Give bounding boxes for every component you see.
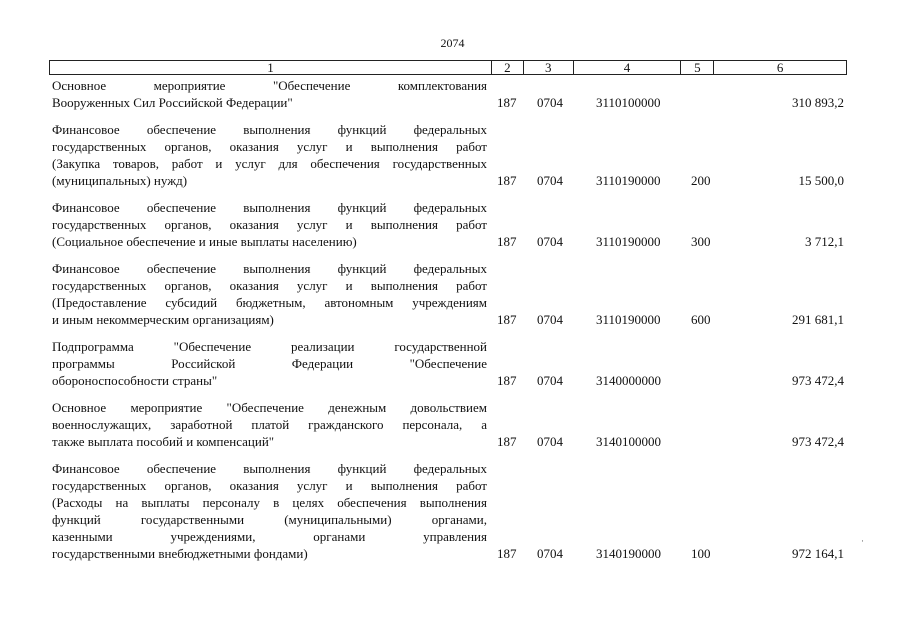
- cell-expense-type: 300: [691, 234, 711, 249]
- cell-expense-type: 600: [691, 312, 711, 327]
- table-row: [49, 460, 847, 562]
- cell-target-code: 3140190000: [596, 546, 661, 561]
- header-col-4: 4: [574, 61, 682, 74]
- cell-target-code: 3110190000: [596, 173, 661, 188]
- description-line: функций государственными (муниципальными) органами,: [52, 512, 487, 527]
- page-number: 2074: [440, 36, 465, 50]
- description-line: государственных органов, оказания услуг и выполнения работ: [52, 278, 487, 293]
- table-row: [49, 199, 847, 250]
- description-line: государственных органов, оказания услуг и выполнения работ: [52, 478, 487, 493]
- cell-ministry-code: 187: [497, 546, 517, 561]
- table-header: [49, 60, 847, 75]
- cell-ministry-code: 187: [497, 95, 517, 110]
- description-line: (Расходы на выплаты персоналу в целях обеспечения выполнения: [52, 495, 487, 510]
- description-line: государственными внебюджетными фондами): [52, 546, 308, 561]
- cell-amount: 3 712,1: [805, 234, 844, 249]
- cell-amount: 291 681,1: [792, 312, 844, 327]
- row-description: [52, 460, 487, 562]
- header-col-5: 5: [681, 61, 714, 74]
- cell-section-code: 0704: [537, 546, 563, 561]
- cell-section-code: 0704: [537, 234, 563, 249]
- table-row: [49, 399, 847, 450]
- description-line: Вооруженных Сил Российской Федерации": [52, 95, 293, 110]
- description-line: государственных органов, оказания услуг и выполнения работ: [52, 217, 487, 232]
- description-line: (Закупка товаров, работ и услуг для обеспечения государственных: [52, 156, 487, 171]
- table-row: [49, 121, 847, 189]
- description-line: Основное мероприятие "Обеспечение денежным довольствием: [52, 400, 487, 415]
- cell-section-code: 0704: [537, 373, 563, 388]
- description-line: (Предоставление субсидий бюджетным, автономным учреждениям: [52, 295, 487, 310]
- cell-expense-type: 100: [691, 546, 711, 561]
- row-description: [52, 121, 487, 189]
- description-line: Подпрограмма "Обеспечение реализации государственной: [52, 339, 487, 354]
- description-line: военнослужащих, заработной платой гражданского персонала, а: [52, 417, 487, 432]
- description-line: программы Российской Федерации "Обеспечение: [52, 356, 487, 371]
- cell-section-code: 0704: [537, 434, 563, 449]
- row-description: [52, 77, 487, 111]
- cell-section-code: 0704: [537, 312, 563, 327]
- cell-ministry-code: 187: [497, 173, 517, 188]
- row-description: [52, 399, 487, 450]
- table-row: [49, 77, 847, 111]
- cell-section-code: 0704: [537, 95, 563, 110]
- header-col-6: 6: [776, 60, 784, 75]
- cell-amount: 972 164,1: [792, 546, 844, 561]
- table-row: [49, 338, 847, 389]
- header-col-2: 2: [492, 61, 524, 74]
- cell-target-code: 3140100000: [596, 434, 661, 449]
- description-line: и иным некоммерческим организациям): [52, 312, 274, 327]
- description-line: (Социальное обеспечение и иные выплаты населению): [52, 234, 357, 249]
- description-line: Финансовое обеспечение выполнения функций федеральных: [52, 122, 487, 137]
- cell-target-code: 3140000000: [596, 373, 661, 388]
- cell-amount: 310 893,2: [792, 95, 844, 110]
- description-line: казенными учреждениями, органами управления: [52, 529, 487, 544]
- row-description: [52, 338, 487, 389]
- cell-ministry-code: 187: [497, 234, 517, 249]
- cell-ministry-code: 187: [497, 312, 517, 327]
- table-row: [49, 260, 847, 328]
- cell-target-code: 3110190000: [596, 234, 661, 249]
- header-col-3: 3: [524, 61, 574, 74]
- row-description: [52, 260, 487, 328]
- header-col-1: 1: [50, 61, 492, 74]
- cell-expense-type: 200: [691, 173, 711, 188]
- description-line: государственных органов, оказания услуг и выполнения работ: [52, 139, 487, 154]
- cell-ministry-code: 187: [497, 434, 517, 449]
- cell-amount: 15 500,0: [798, 173, 844, 188]
- cell-section-code: 0704: [537, 173, 563, 188]
- scan-speck: ·: [861, 536, 864, 546]
- cell-ministry-code: 187: [497, 373, 517, 388]
- row-description: [52, 199, 487, 250]
- cell-amount: 973 472,4: [792, 373, 844, 388]
- cell-amount: 973 472,4: [792, 434, 844, 449]
- description-line: (муниципальных) нужд): [52, 173, 188, 188]
- description-line: обороноспособности страны": [52, 373, 218, 388]
- description-line: также выплата пособий и компенсаций": [52, 434, 275, 449]
- description-line: Финансовое обеспечение выполнения функций федеральных: [52, 261, 487, 276]
- description-line: Основное мероприятие "Обеспечение комплектования: [52, 78, 487, 93]
- cell-target-code: 3110190000: [596, 312, 661, 327]
- description-line: Финансовое обеспечение выполнения функций федеральных: [52, 200, 487, 215]
- cell-target-code: 3110100000: [596, 95, 661, 110]
- description-line: Финансовое обеспечение выполнения функций федеральных: [52, 461, 487, 476]
